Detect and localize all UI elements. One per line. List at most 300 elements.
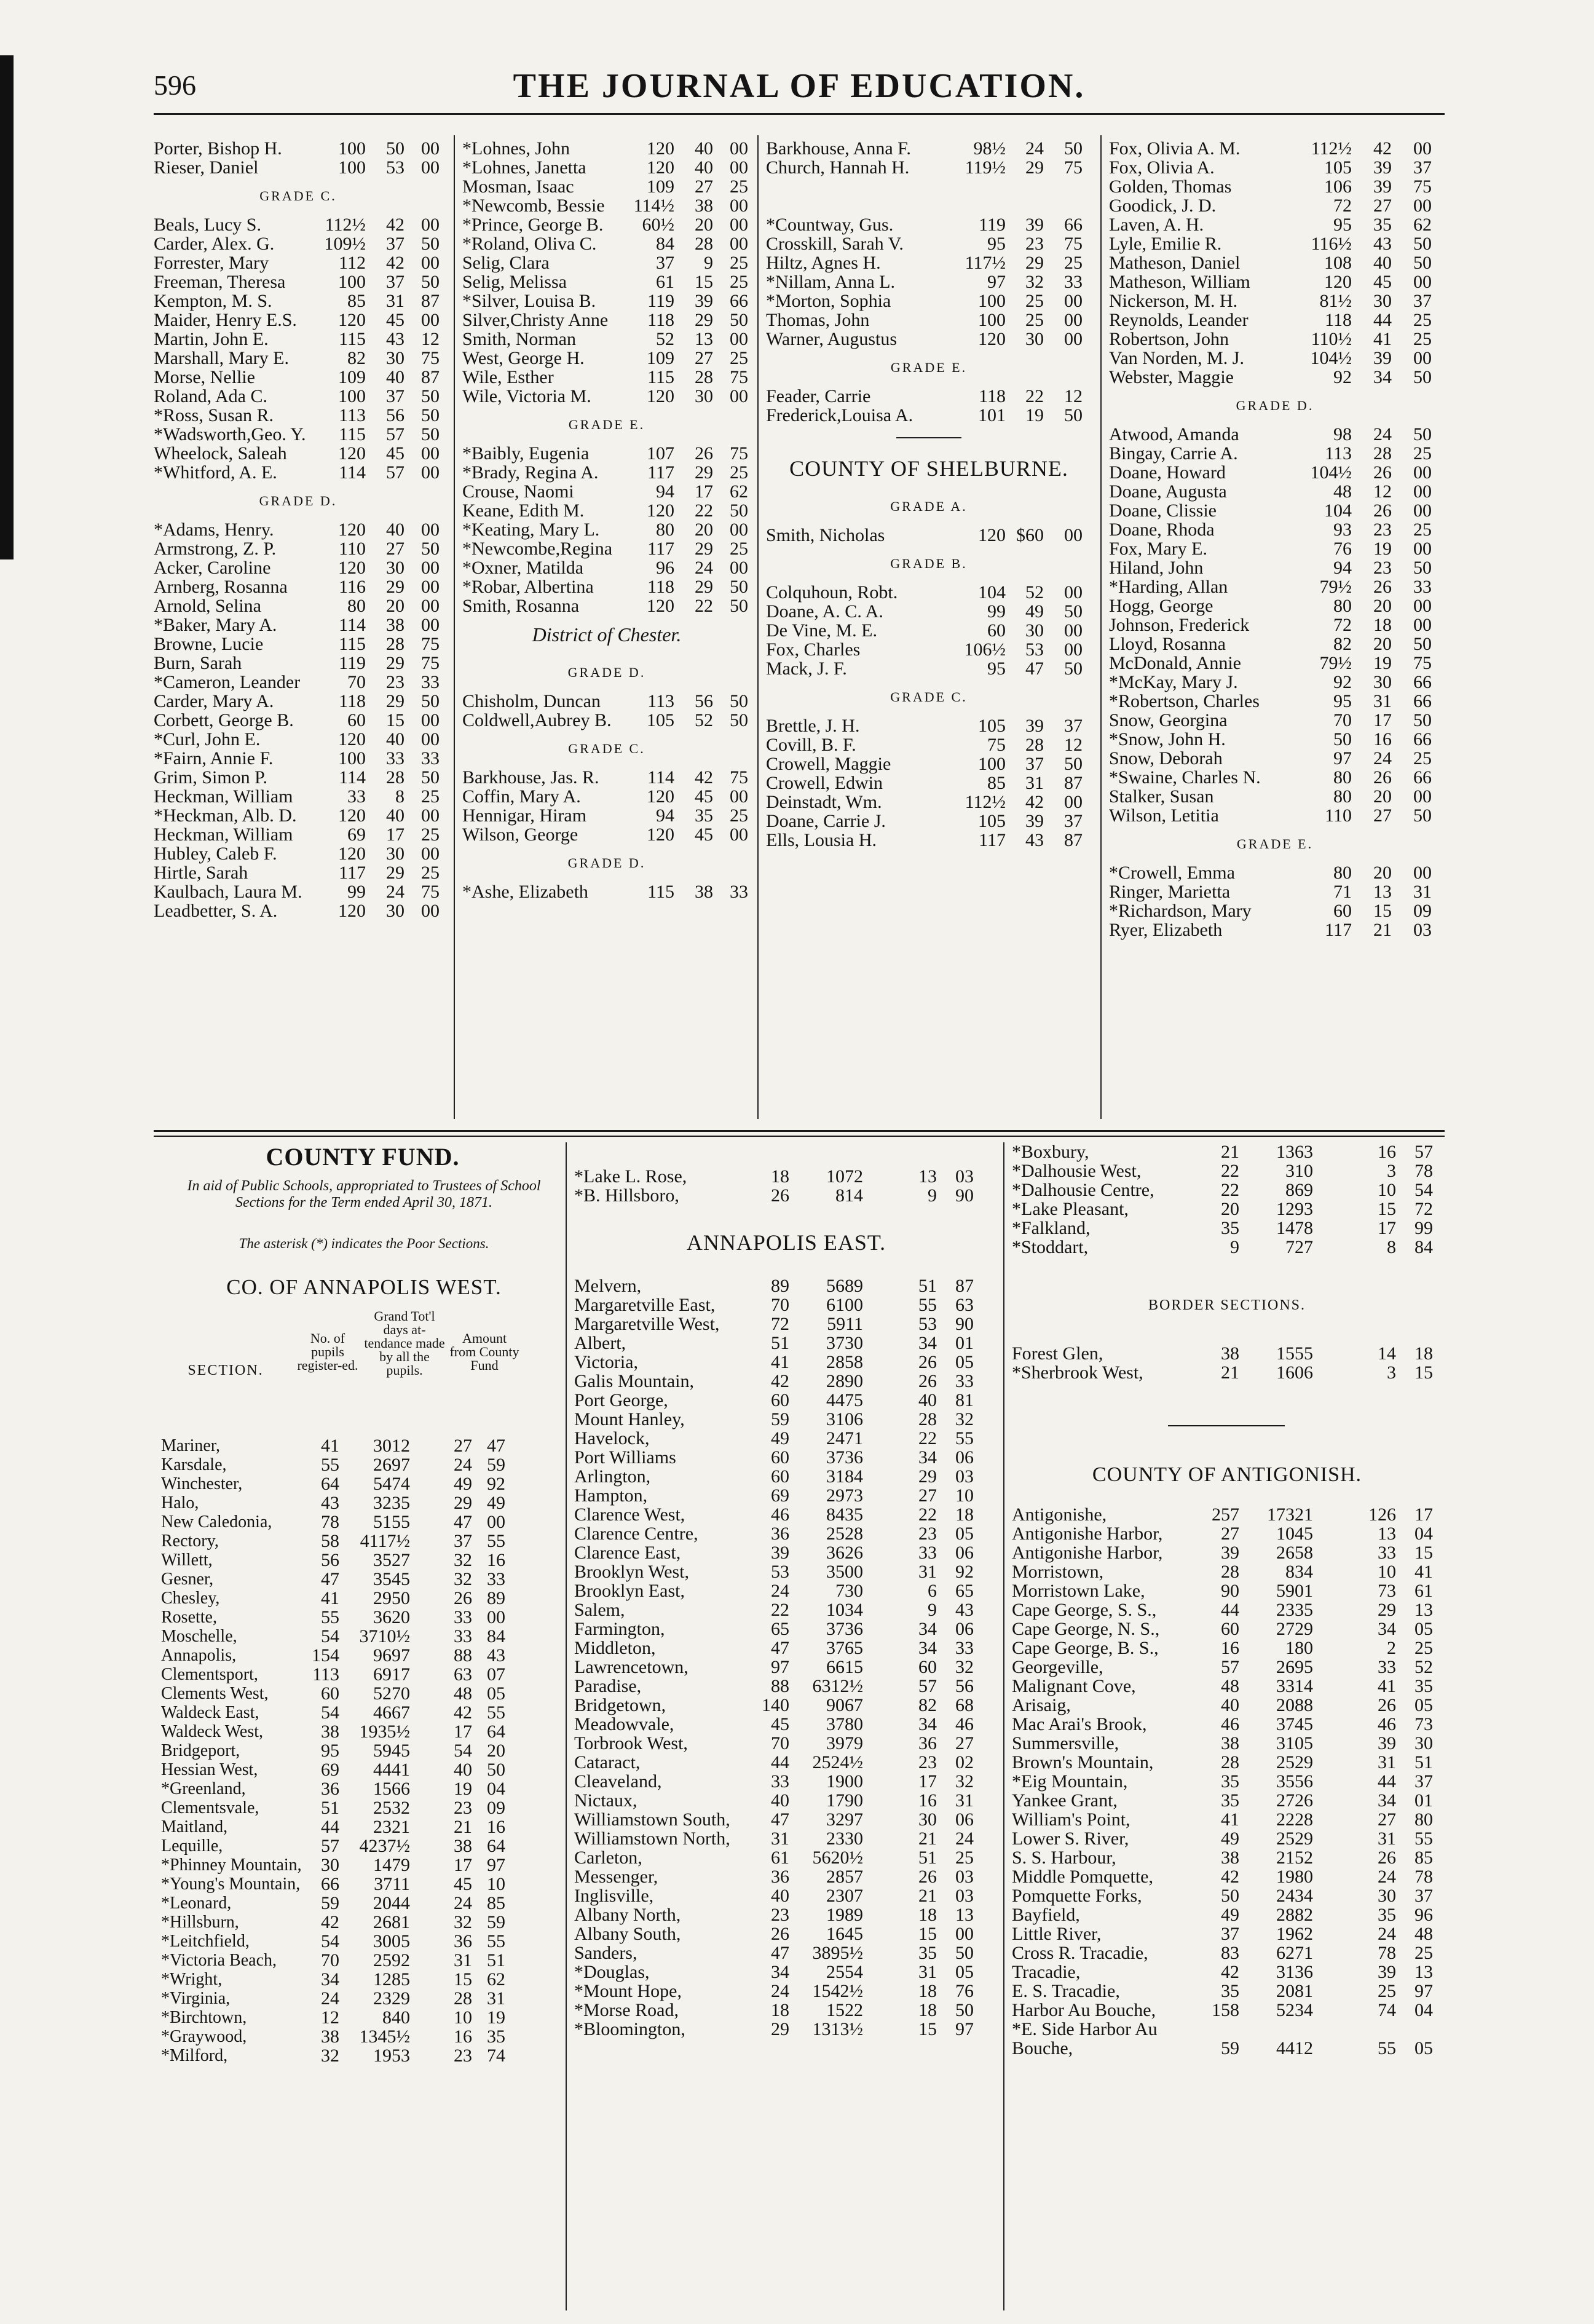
entry-value: 33	[730, 882, 748, 902]
entry-value: 18	[1414, 1343, 1433, 1364]
table-row	[1109, 291, 1441, 310]
table-row	[1012, 1142, 1442, 1161]
entry-name: Cleaveland,	[574, 1771, 662, 1792]
entry-value: 63	[955, 1295, 974, 1315]
entry-value: 41	[1221, 1809, 1239, 1830]
entry-name: Margaretville East,	[574, 1295, 716, 1315]
entry-value: 90	[955, 1314, 974, 1334]
table-row	[574, 1334, 998, 1353]
entry-value: 42	[386, 215, 404, 235]
entry-value: 44	[1378, 1771, 1396, 1792]
entry-value: 25	[1378, 1981, 1396, 2001]
entry-value: 24	[771, 1581, 789, 1601]
entry-value: 100	[338, 272, 366, 292]
entry-name: Williamstown South,	[574, 1809, 730, 1830]
entry-value: 00	[421, 805, 440, 826]
entry-value: 115	[339, 424, 366, 445]
entry-value: 15	[386, 710, 404, 730]
entry-value: 34	[918, 1333, 937, 1353]
table-row	[574, 1886, 998, 1905]
entry-value: 74	[1378, 2000, 1396, 2020]
entry-value: 17	[454, 1855, 472, 1875]
table-row	[1012, 1524, 1442, 1543]
entry-value: 2697	[373, 1455, 410, 1475]
table-row	[574, 1429, 998, 1448]
table-row	[161, 1703, 559, 1722]
fund-column-3-top	[1012, 1142, 1442, 1257]
table-row	[161, 1627, 559, 1646]
col-pupils-header: No. of pupils register-ed.	[297, 1330, 358, 1373]
entry-value: 1345½	[359, 2026, 410, 2047]
entry-value: 2524½	[812, 1752, 863, 1773]
entry-value: 18	[918, 1981, 937, 2001]
entry-name: Rosette,	[161, 1608, 217, 1627]
table-row	[154, 882, 443, 901]
entry-value: 42	[771, 1371, 789, 1391]
entry-value: 06	[955, 1619, 974, 1639]
table-row	[766, 583, 1092, 602]
table-row	[1012, 1867, 1442, 1886]
entry-value: 57	[386, 424, 404, 445]
entry-value: 19	[487, 2007, 505, 2028]
entry-value: 32	[454, 1569, 472, 1589]
entry-value: 113	[339, 405, 366, 425]
entry-value: 00	[955, 1924, 974, 1944]
entry-value: 113	[647, 691, 674, 711]
entry-value: 00	[421, 520, 440, 540]
entry-name: *Nillam, Anna L.	[766, 272, 895, 292]
entry-value: 12	[1373, 481, 1392, 502]
entry-value: 5901	[1276, 1581, 1313, 1601]
table-row	[161, 1951, 559, 1970]
entry-name: Lawrencetown,	[574, 1657, 688, 1677]
entry-name: Hennigar, Hiram	[462, 805, 587, 826]
entry-value: 25	[1413, 329, 1432, 349]
entry-name: Forest Glen,	[1012, 1343, 1103, 1364]
grade-heading: GRADE A.	[890, 499, 968, 514]
table-row	[462, 177, 751, 196]
table-row	[154, 768, 443, 787]
table-row	[161, 1970, 559, 1989]
entry-name: Smith, Rosanna	[462, 596, 580, 616]
entry-value: 36	[771, 1524, 789, 1544]
entry-value: 19	[1025, 405, 1044, 425]
table-row	[1109, 253, 1441, 272]
entry-value: 41	[771, 1352, 789, 1372]
table-row	[462, 692, 751, 711]
entry-value: 50	[1413, 558, 1432, 578]
entry-value: 30	[386, 558, 404, 578]
entry-value: 1478	[1276, 1218, 1313, 1238]
entry-name: Morristown,	[1012, 1562, 1104, 1582]
entry-value: 28	[386, 767, 404, 788]
entry-value: 82	[347, 348, 366, 368]
entry-value: 17	[1414, 1504, 1433, 1525]
entry-value: 60	[987, 620, 1006, 641]
entry-value: 24	[695, 558, 713, 578]
table-row	[161, 1589, 559, 1608]
section-rule	[154, 1130, 1445, 1132]
entry-value: 38	[386, 615, 404, 635]
entry-value: 00	[1413, 615, 1432, 635]
entry-value: 33	[955, 1638, 974, 1658]
entry-value: 45	[695, 786, 713, 807]
entry-value: 00	[421, 901, 440, 921]
entry-name: Pomquette Forks,	[1012, 1886, 1142, 1906]
table-row	[574, 1982, 998, 2001]
county-heading: COUNTY OF SHELBURNE.	[789, 456, 1068, 481]
entry-value: 43	[487, 1645, 505, 1666]
entry-name: Brooklyn West,	[574, 1562, 690, 1582]
entry-name: *Prince, George B.	[462, 215, 604, 235]
entry-value: 00	[421, 253, 440, 273]
table-row	[1109, 158, 1441, 177]
entry-value: 58	[321, 1531, 339, 1551]
entry-value: 50	[421, 405, 440, 425]
entry-value: 5234	[1276, 2000, 1313, 2020]
entry-name: Ringer, Marietta	[1109, 882, 1231, 902]
entry-value: 31	[1413, 882, 1432, 902]
entry-value: 47	[321, 1569, 339, 1589]
table-row	[574, 1562, 998, 1581]
entry-name: *Birchtown,	[161, 2008, 247, 2027]
entry-value: 63	[454, 1664, 472, 1685]
table-row	[1109, 730, 1441, 749]
entry-value: 3136	[1276, 1962, 1313, 1982]
county-fund-note: The asterisk (*) indicates the Poor Sections.	[239, 1236, 489, 1251]
entry-name: Selig, Melissa	[462, 272, 567, 292]
table-row	[1012, 2001, 1442, 2020]
entry-value: 03	[1413, 920, 1432, 940]
table-row	[574, 1314, 998, 1334]
entry-value: 114	[647, 767, 674, 788]
entry-value: 87	[955, 1276, 974, 1296]
table-row	[574, 1448, 998, 1467]
entry-value: 2321	[373, 1817, 410, 1837]
entry-name: Maider, Henry E.S.	[154, 310, 297, 330]
entry-value: 21	[918, 1828, 937, 1849]
entry-value: 87	[1064, 830, 1083, 850]
entry-value: 3745	[1276, 1714, 1313, 1734]
entry-value: 66	[730, 291, 748, 311]
entry-value: 69	[771, 1485, 789, 1506]
entry-value: 50	[1064, 658, 1083, 679]
entry-value: 00	[1413, 272, 1432, 292]
entry-value: 105	[978, 811, 1006, 831]
entry-name: Cataract,	[574, 1752, 641, 1773]
entry-name: Paradise,	[574, 1676, 642, 1696]
table-row	[161, 1836, 559, 1856]
table-row	[1012, 1962, 1442, 1982]
table-row	[462, 711, 751, 730]
entry-value: 70	[771, 1295, 789, 1315]
entry-name: Rectory,	[161, 1532, 219, 1551]
entry-value: 120	[647, 157, 674, 178]
entry-name: Arlington,	[574, 1466, 651, 1487]
table-row	[154, 368, 443, 387]
column-divider	[757, 135, 759, 1119]
entry-value: 120	[338, 443, 366, 464]
table-row	[766, 234, 1092, 253]
entry-value: 51	[321, 1798, 339, 1818]
entry-name: Willett,	[161, 1551, 213, 1570]
entry-value: 95	[987, 234, 1006, 254]
entry-value: 50	[1064, 138, 1083, 159]
entry-value: 75	[421, 634, 440, 654]
entry-name: Hirtle, Sarah	[154, 863, 248, 883]
table-row	[1109, 482, 1441, 501]
entry-value: 50	[421, 691, 440, 711]
entry-value: 49	[771, 1428, 789, 1449]
entry-value: 114	[339, 767, 366, 788]
entry-value: 50	[421, 386, 440, 406]
entry-value: 24	[1025, 138, 1044, 159]
entry-name: *Lake L. Rose,	[574, 1166, 687, 1187]
table-row	[161, 1551, 559, 1570]
entry-value: 16	[1373, 729, 1392, 749]
entry-value: 120	[338, 558, 366, 578]
entry-value: 55	[321, 1455, 339, 1475]
entry-name: Forrester, Mary	[154, 253, 269, 273]
table-row	[154, 825, 443, 844]
entry-name: *Oxner, Matilda	[462, 558, 584, 578]
entry-value: 3005	[373, 1931, 410, 1951]
entry-value: 2329	[373, 1988, 410, 2009]
table-row	[161, 2008, 559, 2027]
entry-value: 26	[918, 1352, 937, 1372]
table-row	[462, 158, 751, 177]
entry-value: 27	[955, 1733, 974, 1753]
entry-name: Porter, Bishop H.	[154, 138, 282, 159]
entry-value: 37	[1414, 1886, 1433, 1906]
entry-value: 56	[386, 405, 404, 425]
entry-value: 40	[1373, 253, 1392, 273]
table-row	[574, 1186, 998, 1205]
entry-value: 27	[386, 539, 404, 559]
entry-value: 12	[1064, 735, 1083, 755]
entry-value: 30	[1025, 329, 1044, 349]
entry-value: 46	[955, 1714, 974, 1734]
entry-value: 95	[1333, 215, 1352, 235]
entry-name: Armstrong, Z. P.	[154, 539, 277, 559]
entry-value: 1935½	[359, 1721, 410, 1742]
entry-value: 43	[1025, 830, 1044, 850]
entry-value: 3979	[826, 1733, 863, 1753]
entry-value: 41	[1414, 1562, 1433, 1582]
entry-value: 52	[656, 329, 674, 349]
entry-value: 50	[1413, 367, 1432, 387]
entry-name: *Adams, Henry.	[154, 520, 274, 540]
entry-name: *Countway, Gus.	[766, 215, 894, 235]
table-row	[574, 1848, 998, 1867]
entry-value: 117	[339, 863, 366, 883]
entry-value: 3	[1387, 1161, 1396, 1181]
entry-value: 15	[1414, 1362, 1433, 1383]
entry-value: 9	[928, 1185, 937, 1206]
entry-value: 40	[454, 1760, 472, 1780]
entry-value: 32	[321, 2045, 339, 2066]
table-row	[154, 730, 443, 749]
table-row	[766, 330, 1092, 349]
entry-value: 70	[1333, 710, 1352, 730]
entry-value: 96	[656, 558, 674, 578]
table-row	[574, 1943, 998, 1962]
table-row	[154, 291, 443, 310]
entry-value: 82	[1333, 634, 1352, 654]
table-row	[1012, 1924, 1442, 1943]
entry-name: Winchester,	[161, 1474, 243, 1493]
table-row	[1012, 1200, 1442, 1219]
entry-value: 2695	[1276, 1657, 1313, 1677]
entry-value: 61	[771, 1848, 789, 1868]
entry-value: 20	[386, 596, 404, 616]
entry-value: 50	[730, 500, 748, 521]
entry-value: 54	[454, 1741, 472, 1761]
entry-value: 154	[312, 1645, 339, 1666]
entry-value: 45	[386, 443, 404, 464]
table-row	[574, 1696, 998, 1715]
entry-value: 109½	[324, 234, 366, 254]
entry-value: 3545	[373, 1569, 410, 1589]
entry-value: 33	[421, 748, 440, 769]
entry-name: Mariner,	[161, 1436, 221, 1455]
entry-name: Port Williams	[574, 1447, 676, 1468]
table-row	[1109, 177, 1441, 196]
entry-value: 114	[339, 462, 366, 483]
upper-column-4	[1109, 139, 1441, 939]
entry-value: 19	[1373, 653, 1392, 673]
entry-value: 27	[1373, 196, 1392, 216]
entry-value: 78	[321, 1512, 339, 1532]
entry-name: Bouche,	[1012, 2038, 1073, 2058]
table-row	[1012, 1543, 1442, 1562]
entry-name: Covill, B. F.	[766, 735, 856, 755]
entry-value: 00	[730, 824, 748, 845]
entry-value: 66	[1413, 672, 1432, 692]
entry-value: 29	[386, 863, 404, 883]
table-row	[1109, 139, 1441, 158]
table-row	[161, 1665, 559, 1684]
dash-divider	[766, 425, 1092, 449]
table-row	[1109, 882, 1441, 901]
entry-value: 104½	[1310, 348, 1352, 368]
entry-value: 16	[487, 1817, 505, 1837]
entry-value: 17	[1373, 710, 1392, 730]
entry-name: Port George,	[574, 1390, 668, 1410]
table-row	[462, 196, 751, 215]
entry-value: 24	[386, 882, 404, 902]
entry-name: Van Norden, M. J.	[1109, 348, 1244, 368]
entry-name: *Newcombe,Regina	[462, 539, 613, 559]
entry-value: 40	[1221, 1695, 1239, 1715]
entry-name: West, George H.	[462, 348, 585, 368]
entry-name: *Morton, Sophia	[766, 291, 891, 311]
table-row	[766, 139, 1092, 158]
entry-name: E. S. Tracadie,	[1012, 1981, 1120, 2001]
entry-name: William's Point,	[1012, 1809, 1130, 1830]
entry-value: 00	[1064, 310, 1083, 330]
entry-value: 118	[339, 691, 366, 711]
entry-value: 54	[321, 1702, 339, 1723]
table-row	[161, 1932, 559, 1951]
entry-value: 30	[1025, 620, 1044, 641]
entry-value: 33	[386, 748, 404, 769]
entry-value: 24	[955, 1828, 974, 1849]
entry-name: Corbett, George B.	[154, 710, 294, 730]
entry-value: 46	[771, 1504, 789, 1525]
entry-value: 48	[1221, 1676, 1239, 1696]
entry-value: 50	[730, 691, 748, 711]
entry-value: 29	[1025, 157, 1044, 178]
entry-value: 38	[1221, 1343, 1239, 1364]
entry-name: Goodick, J. D.	[1109, 196, 1217, 216]
entry-value: 97	[1414, 1981, 1433, 2001]
entry-value: 33	[771, 1771, 789, 1792]
entry-value: 6	[928, 1581, 937, 1601]
table-row	[1109, 558, 1441, 577]
entry-value: 22	[918, 1428, 937, 1449]
entry-name: Clements West,	[161, 1684, 269, 1703]
entry-value: 100	[338, 386, 366, 406]
entry-value: 85	[347, 291, 366, 311]
entry-value: 13	[1373, 882, 1392, 902]
entry-name: Fox, Charles	[766, 639, 861, 660]
entry-value: 00	[730, 196, 748, 216]
entry-value: 120	[338, 520, 366, 540]
entry-value: 00	[730, 138, 748, 159]
entry-value: 95	[1333, 691, 1352, 711]
entry-value: 80	[1414, 1809, 1433, 1830]
table-row	[154, 272, 443, 291]
entry-name: Annapolis,	[161, 1646, 237, 1665]
entry-value: 1479	[373, 1855, 410, 1875]
entry-value: 31	[918, 1962, 937, 1982]
entry-name: Wilson, Letitia	[1109, 805, 1219, 826]
entry-value: 90	[1221, 1581, 1239, 1601]
entry-value: 140	[762, 1695, 789, 1715]
col-amount-header: Amount from County Fund	[449, 1330, 519, 1373]
table-row	[161, 1798, 559, 1817]
entry-value: 2973	[826, 1485, 863, 1506]
entry-value: 112½	[1311, 138, 1352, 159]
entry-value: 59	[1221, 2038, 1239, 2058]
entry-value: 50	[1064, 754, 1083, 774]
entry-value: 50	[730, 710, 748, 730]
entry-value: 00	[421, 462, 440, 483]
table-row	[1109, 501, 1441, 520]
entry-name: *Crowell, Emma	[1109, 863, 1235, 883]
entry-name: Heckman, William	[154, 786, 293, 807]
entry-value: 22	[695, 500, 713, 521]
table-row	[154, 634, 443, 654]
grade-heading: GRADE D.	[1236, 398, 1314, 413]
entry-name: McDonald, Annie	[1109, 653, 1241, 673]
entry-value: 104	[978, 582, 1006, 603]
entry-value: 38	[321, 1721, 339, 1742]
table-row	[154, 253, 443, 272]
entry-value: 21	[454, 1817, 472, 1837]
entry-value: 3556	[1276, 1771, 1313, 1792]
entry-value: 15	[454, 1969, 472, 1990]
entry-value: 00	[421, 310, 440, 330]
entry-value: 3895½	[812, 1943, 863, 1963]
entry-value: 101	[978, 405, 1006, 425]
entry-value: 00	[1413, 500, 1432, 521]
entry-value: 9	[704, 253, 713, 273]
entry-value: 2529	[1276, 1752, 1313, 1773]
entry-name: Browne, Lucie	[154, 634, 264, 654]
entry-name: *Cameron, Leander	[154, 672, 301, 692]
